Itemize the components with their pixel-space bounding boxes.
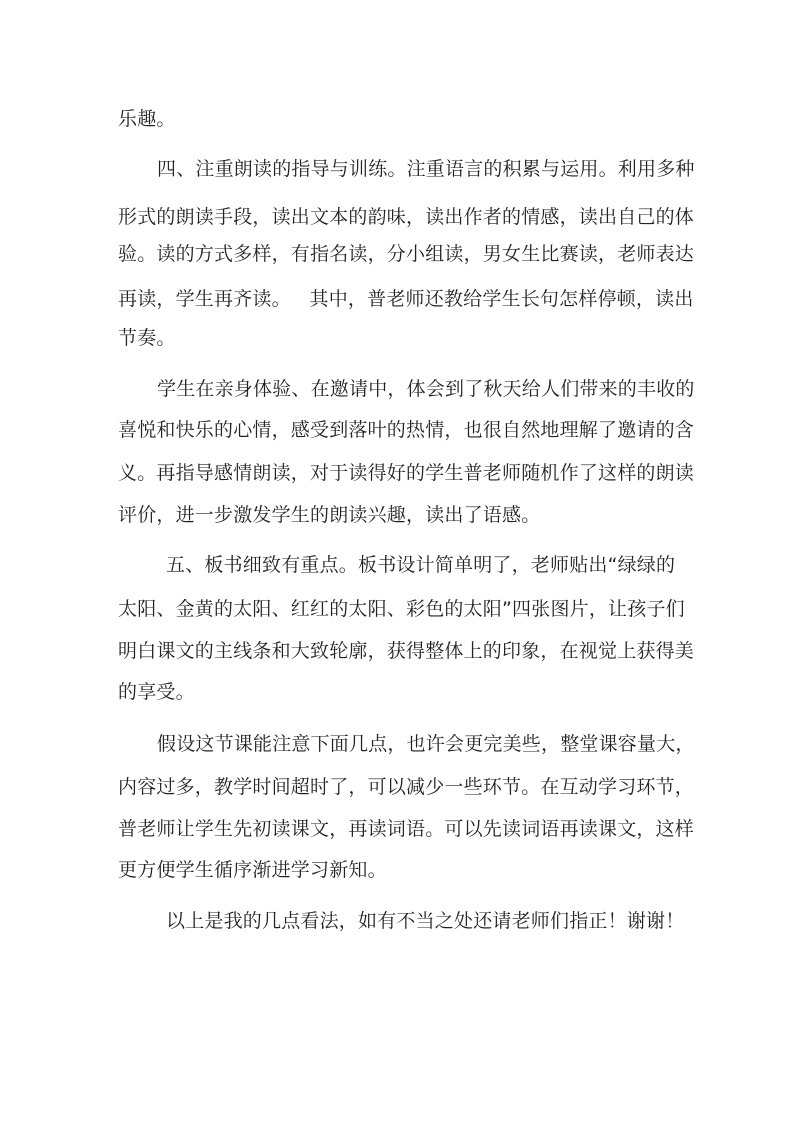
text-line: 太阳、金黄的太阳、红红的太阳、彩色的太阳”四张图片，让孩子们 xyxy=(118,598,685,620)
text-line: 内容过多，教学时间超时了，可以减少一些环节。在互动学习环节， xyxy=(118,776,695,798)
text-line: 更方便学生循序渐进学习新知。 xyxy=(118,859,387,881)
text-line: 的享受。 xyxy=(118,681,195,703)
text-line: 四、注重朗读的指导与训练。注重语言的积累与运用。利用多种 xyxy=(157,158,695,180)
text-line: 形式的朗读手段，读出文本的韵味，读出作者的情感，读出自己的体 xyxy=(118,206,695,228)
text-line: 乐趣。 xyxy=(118,108,176,130)
text-line: 假设这节课能注意下面几点，也许会更完美些，整堂课容量大， xyxy=(157,733,695,755)
text-line: 评价，进一步激发学生的朗读兴趣，读出了语感。 xyxy=(118,504,541,526)
text-line: 以上是我的几点看法，如有不当之处还请老师们指正！谢谢！ xyxy=(166,910,685,932)
text-line: 义。再指导感情朗读，对于读得好的学生普老师随机作了这样的朗读 xyxy=(118,462,695,484)
text-line: 学生在亲身体验、在邀请中，体会到了秋天给人们带来的丰收的 xyxy=(157,378,695,400)
text-line: 验。读的方式多样，有指名读，分小组读，男女生比赛读，老师表达 xyxy=(118,243,695,265)
text-line: 节奏。 xyxy=(118,327,176,349)
text-line: 喜悦和快乐的心情，感受到落叶的热情，也很自然地理解了邀请的含 xyxy=(118,419,695,441)
text-line: 五、板书细致有重点。板书设计简单明了，老师贴出“绿绿的 xyxy=(166,554,676,576)
text-line: 再读，学生再齐读。 其中，普老师还教给学生长句怎样停顿，读出 xyxy=(118,288,694,310)
text-line: 明白课文的主线条和大致轮廓，获得整体上的印象，在视觉上获得美 xyxy=(118,640,695,662)
text-line: 普老师让学生先初读课文，再读词语。可以先读词语再读课文，这样 xyxy=(118,818,695,840)
